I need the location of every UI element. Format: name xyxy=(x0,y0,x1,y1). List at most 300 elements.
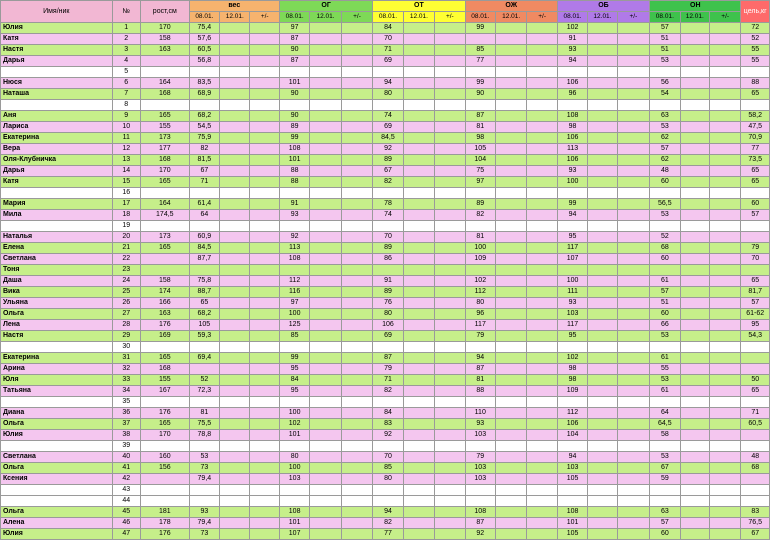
cell-measure[interactable] xyxy=(557,485,587,496)
cell-measure[interactable]: 97 xyxy=(279,23,309,34)
cell-measure[interactable] xyxy=(527,507,557,518)
cell-measure[interactable] xyxy=(617,243,649,254)
cell-number[interactable]: 46 xyxy=(112,518,140,529)
subheader-3-1[interactable]: 12.01. xyxy=(495,12,526,23)
cell-measure[interactable] xyxy=(527,485,557,496)
cell-measure[interactable] xyxy=(279,67,309,78)
cell-measure[interactable] xyxy=(617,210,649,221)
cell-measure[interactable] xyxy=(709,408,740,419)
cell-measure[interactable] xyxy=(341,45,372,56)
cell-measure[interactable] xyxy=(527,331,557,342)
cell-measure[interactable] xyxy=(617,474,649,485)
cell-measure[interactable] xyxy=(220,254,250,265)
cell-measure[interactable] xyxy=(709,353,740,364)
cell-measure[interactable] xyxy=(617,166,649,177)
cell-measure[interactable] xyxy=(557,221,587,232)
cell-measure[interactable]: 71 xyxy=(189,177,219,188)
cell-measure[interactable] xyxy=(680,111,709,122)
cell-measure[interactable] xyxy=(680,122,709,133)
cell-goal[interactable]: 65 xyxy=(741,276,770,287)
cell-measure[interactable] xyxy=(680,375,709,386)
cell-height[interactable]: 155 xyxy=(140,122,189,133)
cell-goal[interactable]: 60 xyxy=(741,199,770,210)
cell-measure[interactable] xyxy=(588,474,617,485)
cell-measure[interactable]: 112 xyxy=(465,287,495,298)
cell-height[interactable]: 163 xyxy=(140,309,189,320)
cell-height[interactable]: 163 xyxy=(140,45,189,56)
subheader-4-1[interactable]: 12.01. xyxy=(588,12,617,23)
cell-measure[interactable] xyxy=(341,276,372,287)
cell-measure[interactable] xyxy=(435,353,465,364)
cell-measure[interactable] xyxy=(680,485,709,496)
cell-measure[interactable]: 84 xyxy=(279,375,309,386)
cell-measure[interactable] xyxy=(527,188,557,199)
cell-measure[interactable] xyxy=(709,375,740,386)
cell-measure[interactable]: 80 xyxy=(373,89,403,100)
cell-measure[interactable]: 93 xyxy=(557,298,587,309)
cell-measure[interactable] xyxy=(495,518,526,529)
cell-measure[interactable] xyxy=(527,452,557,463)
cell-measure[interactable] xyxy=(220,474,250,485)
cell-measure[interactable] xyxy=(403,419,434,430)
cell-measure[interactable]: 79,4 xyxy=(189,518,219,529)
cell-measure[interactable] xyxy=(709,34,740,45)
cell-measure[interactable] xyxy=(341,221,372,232)
cell-number[interactable]: 41 xyxy=(112,463,140,474)
cell-goal[interactable] xyxy=(741,232,770,243)
cell-measure[interactable] xyxy=(527,67,557,78)
cell-measure[interactable] xyxy=(588,188,617,199)
cell-measure[interactable]: 68,2 xyxy=(189,309,219,320)
cell-measure[interactable] xyxy=(557,496,587,507)
cell-measure[interactable] xyxy=(310,243,341,254)
cell-measure[interactable] xyxy=(220,507,250,518)
cell-measure[interactable]: 55 xyxy=(650,364,680,375)
cell-measure[interactable] xyxy=(435,408,465,419)
cell-measure[interactable] xyxy=(250,430,279,441)
cell-height[interactable]: 168 xyxy=(140,364,189,375)
cell-measure[interactable] xyxy=(220,342,250,353)
cell-number[interactable]: 20 xyxy=(112,232,140,243)
cell-measure[interactable] xyxy=(709,463,740,474)
cell-measure[interactable] xyxy=(527,177,557,188)
cell-measure[interactable] xyxy=(588,199,617,210)
cell-goal[interactable]: 57 xyxy=(741,298,770,309)
cell-measure[interactable] xyxy=(709,155,740,166)
cell-measure[interactable] xyxy=(680,331,709,342)
cell-measure[interactable]: 93 xyxy=(557,45,587,56)
subheader-0-0[interactable]: 08.01. xyxy=(189,12,219,23)
cell-measure[interactable] xyxy=(527,210,557,221)
cell-measure[interactable]: 107 xyxy=(279,529,309,540)
cell-measure[interactable] xyxy=(709,221,740,232)
cell-measure[interactable] xyxy=(527,243,557,254)
cell-measure[interactable] xyxy=(495,276,526,287)
cell-measure[interactable] xyxy=(435,430,465,441)
cell-measure[interactable] xyxy=(709,342,740,353)
cell-measure[interactable] xyxy=(435,221,465,232)
cell-measure[interactable] xyxy=(341,485,372,496)
cell-measure[interactable]: 53 xyxy=(650,122,680,133)
cell-measure[interactable]: 100 xyxy=(279,463,309,474)
cell-measure[interactable] xyxy=(709,529,740,540)
cell-goal[interactable] xyxy=(741,430,770,441)
cell-measure[interactable] xyxy=(279,397,309,408)
cell-measure[interactable]: 88 xyxy=(279,177,309,188)
cell-measure[interactable] xyxy=(403,441,434,452)
cell-height[interactable]: 167 xyxy=(140,386,189,397)
cell-measure[interactable]: 98 xyxy=(465,133,495,144)
cell-measure[interactable] xyxy=(403,78,434,89)
cell-measure[interactable] xyxy=(617,45,649,56)
cell-measure[interactable] xyxy=(403,210,434,221)
cell-measure[interactable]: 69 xyxy=(373,331,403,342)
cell-name[interactable] xyxy=(1,342,113,353)
cell-measure[interactable] xyxy=(220,496,250,507)
cell-measure[interactable] xyxy=(435,397,465,408)
cell-measure[interactable] xyxy=(279,496,309,507)
cell-measure[interactable] xyxy=(341,298,372,309)
cell-measure[interactable] xyxy=(495,243,526,254)
cell-goal[interactable]: 65 xyxy=(741,166,770,177)
cell-measure[interactable] xyxy=(588,100,617,111)
cell-name[interactable]: Диана xyxy=(1,408,113,419)
cell-measure[interactable]: 82 xyxy=(373,386,403,397)
cell-measure[interactable] xyxy=(680,276,709,287)
cell-measure[interactable]: 113 xyxy=(557,144,587,155)
cell-number[interactable]: 34 xyxy=(112,386,140,397)
cell-measure[interactable] xyxy=(617,331,649,342)
cell-measure[interactable] xyxy=(310,34,341,45)
cell-measure[interactable] xyxy=(373,100,403,111)
cell-measure[interactable] xyxy=(250,122,279,133)
cell-measure[interactable] xyxy=(403,276,434,287)
cell-height[interactable] xyxy=(140,265,189,276)
cell-measure[interactable] xyxy=(435,298,465,309)
cell-number[interactable]: 44 xyxy=(112,496,140,507)
cell-measure[interactable] xyxy=(279,342,309,353)
cell-measure[interactable] xyxy=(557,441,587,452)
cell-measure[interactable] xyxy=(527,474,557,485)
cell-goal[interactable]: 76,5 xyxy=(741,518,770,529)
cell-measure[interactable] xyxy=(403,23,434,34)
cell-measure[interactable] xyxy=(250,144,279,155)
cell-measure[interactable]: 91 xyxy=(557,34,587,45)
cell-measure[interactable] xyxy=(341,408,372,419)
cell-measure[interactable] xyxy=(465,496,495,507)
subheader-2-2[interactable]: +/- xyxy=(435,12,465,23)
cell-measure[interactable] xyxy=(341,474,372,485)
cell-measure[interactable] xyxy=(617,364,649,375)
cell-measure[interactable] xyxy=(617,287,649,298)
cell-number[interactable]: 3 xyxy=(112,45,140,56)
cell-height[interactable] xyxy=(140,496,189,507)
cell-measure[interactable] xyxy=(403,67,434,78)
cell-goal[interactable]: 77 xyxy=(741,144,770,155)
cell-measure[interactable]: 57 xyxy=(650,287,680,298)
cell-measure[interactable] xyxy=(250,133,279,144)
cell-measure[interactable]: 80 xyxy=(373,474,403,485)
cell-measure[interactable] xyxy=(495,56,526,67)
cell-measure[interactable]: 111 xyxy=(557,287,587,298)
cell-measure[interactable] xyxy=(617,441,649,452)
cell-number[interactable]: 42 xyxy=(112,474,140,485)
cell-measure[interactable]: 81 xyxy=(465,232,495,243)
cell-measure[interactable] xyxy=(220,199,250,210)
cell-height[interactable]: 181 xyxy=(140,507,189,518)
cell-measure[interactable] xyxy=(588,67,617,78)
cell-measure[interactable] xyxy=(527,353,557,364)
cell-measure[interactable]: 90 xyxy=(279,45,309,56)
cell-measure[interactable] xyxy=(435,23,465,34)
cell-measure[interactable] xyxy=(709,144,740,155)
cell-measure[interactable]: 90 xyxy=(465,89,495,100)
cell-name[interactable]: Вика xyxy=(1,287,113,298)
cell-measure[interactable] xyxy=(310,419,341,430)
subheader-5-0[interactable]: 08.01. xyxy=(650,12,680,23)
cell-measure[interactable]: 91 xyxy=(279,199,309,210)
cell-measure[interactable]: 103 xyxy=(465,430,495,441)
cell-measure[interactable]: 108 xyxy=(279,507,309,518)
cell-measure[interactable]: 53 xyxy=(650,375,680,386)
cell-measure[interactable]: 81 xyxy=(189,408,219,419)
cell-measure[interactable] xyxy=(527,199,557,210)
cell-measure[interactable] xyxy=(588,155,617,166)
cell-height[interactable]: 173 xyxy=(140,133,189,144)
cell-measure[interactable] xyxy=(341,364,372,375)
cell-name[interactable]: Дарья xyxy=(1,166,113,177)
cell-measure[interactable]: 100 xyxy=(557,276,587,287)
cell-measure[interactable] xyxy=(435,441,465,452)
cell-measure[interactable] xyxy=(588,254,617,265)
cell-measure[interactable] xyxy=(279,265,309,276)
cell-measure[interactable] xyxy=(341,111,372,122)
cell-measure[interactable] xyxy=(341,419,372,430)
cell-measure[interactable] xyxy=(495,353,526,364)
cell-measure[interactable] xyxy=(250,166,279,177)
cell-measure[interactable] xyxy=(588,89,617,100)
cell-height[interactable] xyxy=(140,474,189,485)
header-goal[interactable]: цель,кг xyxy=(741,1,770,23)
cell-goal[interactable] xyxy=(741,485,770,496)
cell-measure[interactable] xyxy=(403,353,434,364)
cell-measure[interactable] xyxy=(617,155,649,166)
cell-measure[interactable] xyxy=(220,518,250,529)
cell-measure[interactable] xyxy=(588,408,617,419)
cell-goal[interactable]: 50 xyxy=(741,375,770,386)
cell-measure[interactable] xyxy=(341,430,372,441)
subheader-1-2[interactable]: +/- xyxy=(341,12,372,23)
cell-measure[interactable] xyxy=(435,144,465,155)
cell-measure[interactable] xyxy=(341,133,372,144)
cell-measure[interactable] xyxy=(557,342,587,353)
cell-measure[interactable] xyxy=(403,320,434,331)
cell-height[interactable]: 174,5 xyxy=(140,210,189,221)
cell-name[interactable]: Ксения xyxy=(1,474,113,485)
cell-measure[interactable]: 99 xyxy=(557,199,587,210)
cell-number[interactable]: 47 xyxy=(112,529,140,540)
cell-measure[interactable] xyxy=(435,155,465,166)
cell-number[interactable]: 22 xyxy=(112,254,140,265)
cell-measure[interactable] xyxy=(680,386,709,397)
cell-goal[interactable] xyxy=(741,474,770,485)
cell-measure[interactable] xyxy=(310,78,341,89)
cell-measure[interactable]: 83,5 xyxy=(189,78,219,89)
cell-measure[interactable] xyxy=(279,100,309,111)
cell-measure[interactable]: 78 xyxy=(373,199,403,210)
cell-measure[interactable] xyxy=(310,177,341,188)
cell-measure[interactable] xyxy=(527,111,557,122)
cell-measure[interactable] xyxy=(310,133,341,144)
cell-measure[interactable] xyxy=(527,89,557,100)
cell-measure[interactable] xyxy=(279,221,309,232)
cell-measure[interactable]: 63 xyxy=(650,507,680,518)
cell-measure[interactable]: 91 xyxy=(373,276,403,287)
cell-measure[interactable] xyxy=(250,177,279,188)
cell-measure[interactable] xyxy=(403,177,434,188)
cell-measure[interactable]: 103 xyxy=(279,474,309,485)
cell-measure[interactable] xyxy=(527,221,557,232)
cell-number[interactable]: 16 xyxy=(112,188,140,199)
cell-measure[interactable] xyxy=(588,430,617,441)
cell-name[interactable] xyxy=(1,441,113,452)
cell-measure[interactable] xyxy=(341,155,372,166)
cell-measure[interactable] xyxy=(680,199,709,210)
subheader-1-1[interactable]: 12.01. xyxy=(310,12,341,23)
subheader-2-0[interactable]: 08.01. xyxy=(373,12,403,23)
cell-measure[interactable]: 89 xyxy=(465,199,495,210)
cell-measure[interactable]: 52 xyxy=(189,375,219,386)
cell-measure[interactable] xyxy=(435,342,465,353)
cell-measure[interactable] xyxy=(250,419,279,430)
cell-measure[interactable]: 94 xyxy=(465,353,495,364)
cell-measure[interactable]: 95 xyxy=(279,364,309,375)
cell-measure[interactable] xyxy=(341,518,372,529)
cell-measure[interactable] xyxy=(310,144,341,155)
cell-measure[interactable]: 117 xyxy=(465,320,495,331)
cell-measure[interactable] xyxy=(680,100,709,111)
cell-measure[interactable]: 87 xyxy=(373,353,403,364)
cell-measure[interactable] xyxy=(680,320,709,331)
cell-name[interactable]: Юлия xyxy=(1,529,113,540)
cell-measure[interactable] xyxy=(588,419,617,430)
cell-name[interactable]: Екатерина xyxy=(1,353,113,364)
cell-measure[interactable] xyxy=(403,199,434,210)
cell-number[interactable]: 11 xyxy=(112,133,140,144)
cell-height[interactable]: 170 xyxy=(140,430,189,441)
cell-measure[interactable]: 81 xyxy=(465,375,495,386)
cell-measure[interactable] xyxy=(680,23,709,34)
cell-measure[interactable] xyxy=(250,265,279,276)
cell-measure[interactable]: 87,7 xyxy=(189,254,219,265)
header-group-on[interactable]: ОН xyxy=(650,1,741,12)
cell-measure[interactable] xyxy=(310,276,341,287)
cell-measure[interactable] xyxy=(495,199,526,210)
cell-measure[interactable]: 92 xyxy=(465,529,495,540)
cell-measure[interactable] xyxy=(341,320,372,331)
cell-measure[interactable]: 68,2 xyxy=(189,111,219,122)
cell-measure[interactable]: 51 xyxy=(650,45,680,56)
cell-number[interactable]: 2 xyxy=(112,34,140,45)
cell-name[interactable]: Лена xyxy=(1,320,113,331)
cell-measure[interactable] xyxy=(495,177,526,188)
cell-goal[interactable]: 67 xyxy=(741,529,770,540)
cell-measure[interactable] xyxy=(495,452,526,463)
cell-goal[interactable] xyxy=(741,353,770,364)
cell-measure[interactable] xyxy=(495,67,526,78)
cell-measure[interactable] xyxy=(341,78,372,89)
cell-measure[interactable] xyxy=(527,23,557,34)
cell-measure[interactable] xyxy=(341,496,372,507)
cell-height[interactable]: 165 xyxy=(140,111,189,122)
cell-measure[interactable] xyxy=(709,199,740,210)
cell-measure[interactable]: 80 xyxy=(279,452,309,463)
cell-measure[interactable]: 54,5 xyxy=(189,122,219,133)
cell-measure[interactable] xyxy=(250,342,279,353)
cell-measure[interactable]: 52 xyxy=(650,232,680,243)
cell-goal[interactable]: 60,5 xyxy=(741,419,770,430)
cell-name[interactable] xyxy=(1,397,113,408)
cell-height[interactable] xyxy=(140,441,189,452)
cell-measure[interactable] xyxy=(527,254,557,265)
cell-measure[interactable] xyxy=(310,342,341,353)
cell-height[interactable] xyxy=(140,397,189,408)
cell-measure[interactable] xyxy=(435,496,465,507)
cell-height[interactable]: 165 xyxy=(140,177,189,188)
cell-measure[interactable] xyxy=(341,199,372,210)
cell-measure[interactable] xyxy=(495,78,526,89)
cell-measure[interactable] xyxy=(680,463,709,474)
cell-measure[interactable] xyxy=(279,485,309,496)
cell-measure[interactable]: 64 xyxy=(189,210,219,221)
cell-measure[interactable]: 117 xyxy=(557,243,587,254)
cell-height[interactable]: 156 xyxy=(140,463,189,474)
cell-measure[interactable]: 102 xyxy=(557,353,587,364)
cell-measure[interactable] xyxy=(617,188,649,199)
cell-measure[interactable]: 97 xyxy=(279,298,309,309)
cell-height[interactable]: 177 xyxy=(140,144,189,155)
cell-measure[interactable]: 57 xyxy=(650,23,680,34)
cell-measure[interactable]: 93 xyxy=(189,507,219,518)
cell-measure[interactable] xyxy=(250,364,279,375)
cell-measure[interactable]: 82 xyxy=(465,210,495,221)
cell-measure[interactable] xyxy=(435,474,465,485)
cell-number[interactable]: 43 xyxy=(112,485,140,496)
cell-number[interactable]: 32 xyxy=(112,364,140,375)
cell-measure[interactable] xyxy=(709,386,740,397)
cell-measure[interactable] xyxy=(220,331,250,342)
cell-measure[interactable] xyxy=(617,485,649,496)
cell-name[interactable] xyxy=(1,67,113,78)
cell-measure[interactable]: 84 xyxy=(373,23,403,34)
cell-height[interactable]: 158 xyxy=(140,34,189,45)
cell-measure[interactable] xyxy=(189,364,219,375)
cell-measure[interactable] xyxy=(588,342,617,353)
cell-measure[interactable] xyxy=(465,265,495,276)
cell-measure[interactable] xyxy=(220,485,250,496)
cell-number[interactable]: 38 xyxy=(112,430,140,441)
cell-measure[interactable] xyxy=(680,155,709,166)
cell-name[interactable] xyxy=(1,188,113,199)
cell-measure[interactable] xyxy=(220,430,250,441)
cell-measure[interactable]: 56,8 xyxy=(189,56,219,67)
cell-measure[interactable] xyxy=(403,133,434,144)
cell-measure[interactable]: 87 xyxy=(465,364,495,375)
cell-measure[interactable] xyxy=(680,496,709,507)
cell-measure[interactable] xyxy=(557,67,587,78)
cell-measure[interactable] xyxy=(588,397,617,408)
cell-measure[interactable] xyxy=(403,386,434,397)
